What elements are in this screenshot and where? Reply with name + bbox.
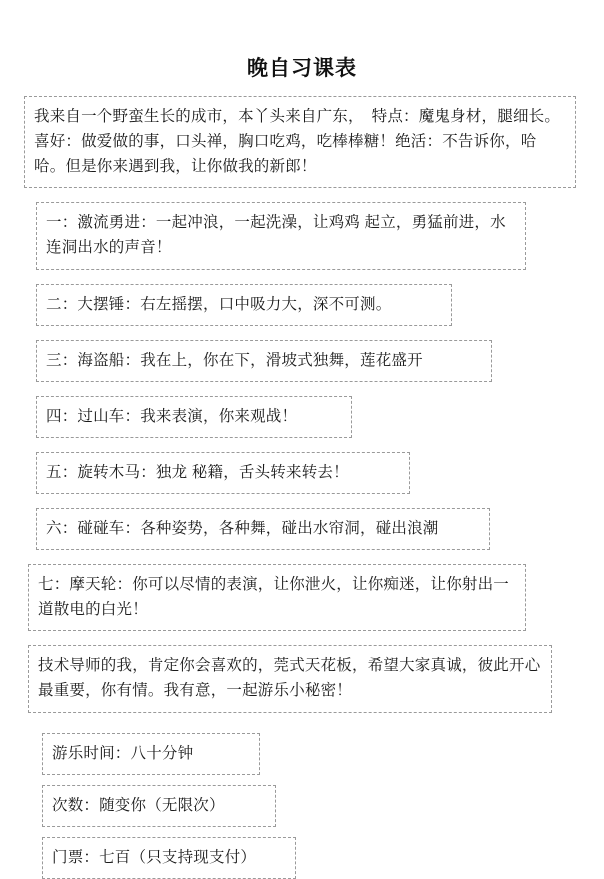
course-item-4-text: 四：过山车：我来表演，你来观战！ (46, 407, 298, 425)
page-title: 晚自习课表 (247, 57, 357, 80)
fee-times (42, 785, 276, 827)
fee-duration-text: 游乐时间：八十分钟 (52, 744, 194, 762)
document-page (0, 52, 604, 866)
course-item-1 (36, 202, 526, 269)
course-item-3-text: 三：海盗船：我在上，你在下，滑坡式独舞，莲花盛开 (46, 351, 423, 369)
course-item-5 (36, 452, 410, 494)
course-item-7-text: 七：摩天轮：你可以尽情的表演，让你泄火，让你痴迷，让你射出一道散电的白光！ (38, 576, 510, 619)
course-item-2-text: 二：大摆锤：右左摇摆，口中吸力大，深不可测。 (46, 295, 392, 313)
course-item-1-text: 一：激流勇进：一起冲浪，一起洗澡，让鸡鸡 起立，勇猛前进，水连洞出水的声音！ (46, 214, 506, 257)
course-item-4 (36, 396, 352, 438)
outro-block (28, 645, 552, 712)
course-item-7 (28, 564, 526, 631)
fee-times-text: 次数：随变你（无限次） (52, 796, 225, 814)
course-item-6-text: 六：碰碰车：各种姿势，各种舞，碰出水帘洞，碰出浪潮 (46, 519, 439, 537)
outro-text: 技术导师的我，肯定你会喜欢的，莞式天花板，希望大家真诚，彼此开心最重要，你有情。我有意，一起游乐小秘密！ (38, 657, 541, 700)
course-item-5-text: 五：旋转木马：独龙 秘籍，舌头转来转去！ (46, 463, 349, 481)
course-item-3 (36, 340, 492, 382)
course-item-6 (36, 508, 490, 550)
fee-ticket-text: 门票：七百（只支持现支付） (52, 848, 257, 866)
intro-block (24, 96, 576, 188)
course-item-2 (36, 284, 452, 326)
fee-ticket (42, 837, 296, 879)
fee-duration (42, 733, 260, 775)
intro-text: 我来自一个野蛮生长的成市，本丫头来自广东， 特点：魔鬼身材，腿细长。喜好：做爱做的事，口头禅，胸口吃鸡，吃棒棒糖！绝活：不告诉你，哈哈。但是你来遇到我，让你做我的新郎！ (34, 108, 561, 176)
